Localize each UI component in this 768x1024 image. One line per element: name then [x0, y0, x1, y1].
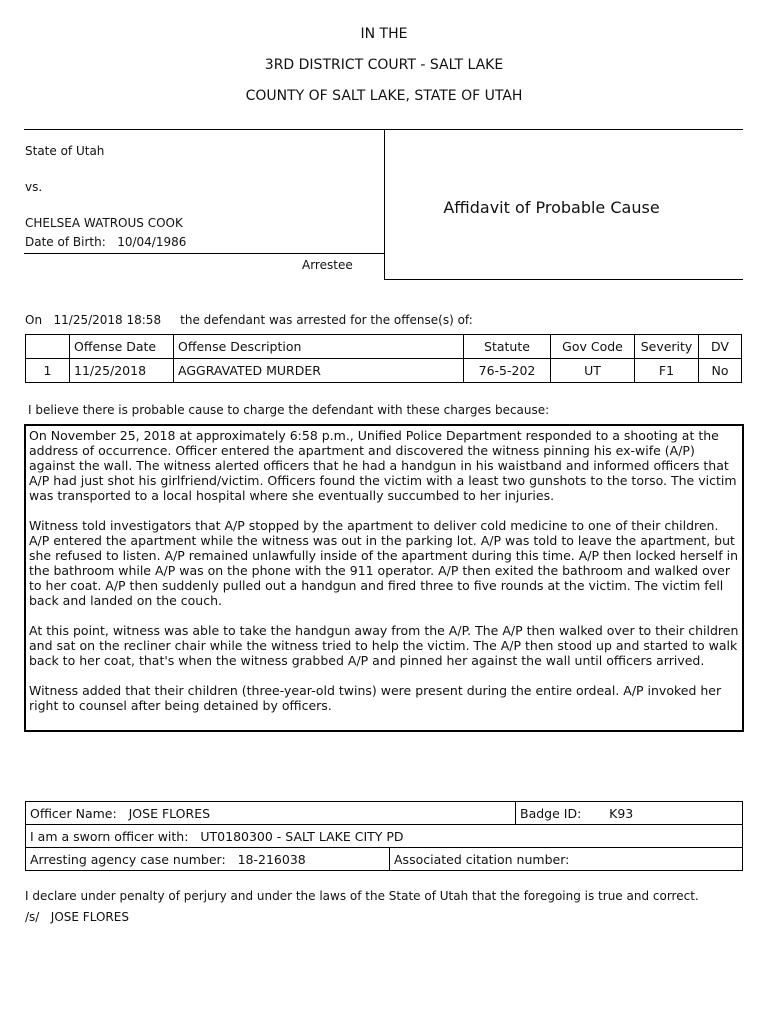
signature-prefix: /s/: [25, 910, 40, 924]
col-header-offense-date: Offense Date: [70, 335, 174, 359]
arrest-on-label: On: [25, 313, 43, 327]
officer-name-value: JOSE FLORES: [128, 805, 211, 821]
col-header-number: [26, 335, 70, 359]
citation-number-label: Associated citation number:: [394, 851, 570, 867]
offense-table-header: [26, 335, 742, 359]
officer-name-row: [26, 802, 743, 825]
sworn-officer-row: [26, 825, 743, 848]
defendant-name: CHELSEA WATROUS COOK: [25, 216, 183, 230]
badge-cell: [516, 802, 743, 825]
offense-severity: F1: [635, 359, 699, 383]
court-line-3: COUNTY OF SALT LAKE, STATE OF UTAH: [245, 88, 523, 104]
sworn-officer-agency: UT0180300 - SALT LAKE CITY PD: [200, 828, 404, 844]
col-header-dv: DV: [699, 335, 742, 359]
court-line-2: 3RD DISTRICT COURT - SALT LAKE: [264, 57, 504, 73]
officer-name-label: Officer Name:: [30, 805, 117, 821]
offense-table: [25, 334, 742, 383]
offense-dv: No: [699, 359, 742, 383]
col-header-statute: Statute: [464, 335, 551, 359]
document-title: Affidavit of Probable Cause: [443, 198, 660, 217]
arrest-datetime: 11/25/2018 18:58: [53, 313, 162, 327]
offense-statute: 76-5-202: [464, 359, 551, 383]
col-header-severity: Severity: [635, 335, 699, 359]
table-row: [26, 359, 742, 383]
sworn-officer-label: I am a sworn officer with:: [30, 828, 189, 844]
offense-date: 11/25/2018: [70, 359, 174, 383]
court-line-1: IN THE: [360, 26, 408, 42]
plaintiff-name: State of Utah: [25, 144, 105, 158]
dob-row: [25, 235, 186, 249]
perjury-declaration: I declare under penalty of perjury and under the laws of the State of Utah that the foregoing is true and correct.: [25, 889, 699, 903]
narrative-paragraph: At this point, witness was able to take the handgun away from the A/P. The A/P then walked over to their children and sat on the recliner chair while the witness tried to help the victim. The A/P then stood up and started to walk back to her coat, that's when the witness grabbed A/P and pinned her against the wall until officers arrived.: [29, 623, 739, 668]
caption-bottom-rule: [384, 279, 743, 280]
offense-description: AGGRAVATED MURDER: [174, 359, 464, 383]
case-number-row: [26, 848, 743, 871]
badge-label: Badge ID:: [520, 805, 582, 821]
col-header-offense-description: Offense Description: [174, 335, 464, 359]
arrestee-label: Arrestee: [302, 258, 353, 272]
col-header-gov-code: Gov Code: [551, 335, 635, 359]
case-number-value: 18-216038: [237, 851, 306, 867]
citation-number-cell: [390, 848, 743, 871]
dob-value: 10/04/1986: [117, 235, 187, 249]
arrestee-rule: [24, 253, 384, 254]
offense-gov-code: UT: [551, 359, 635, 383]
badge-value: K93: [609, 805, 634, 821]
officer-info-table: [25, 801, 743, 871]
dob-label: Date of Birth:: [25, 235, 106, 249]
probable-cause-narrative: [24, 424, 744, 732]
narrative-paragraph: On November 25, 2018 at approximately 6:58 p.m., Unified Police Department responded to a shooting at the address of occurrence. Officer entered the apartment and discovered the witness pinning his ex-wife (A/P) against the wall. The witness alerted officers that he had a handgun in his waistband and informed officers that A/P had just shot his girlfriend/victim. Officers found the victim with a least two gunshots to the torso. The victim was transported to a local hospital where she eventually succumbed to her injuries.: [29, 428, 737, 503]
arrest-statement: [25, 313, 473, 327]
offense-number: 1: [26, 359, 70, 383]
signature-line: [25, 910, 129, 924]
sworn-officer-cell: [26, 825, 743, 848]
probable-cause-intro: I believe there is probable cause to charge the defendant with these charges because:: [28, 403, 550, 417]
case-number-cell: [26, 848, 390, 871]
versus-label: vs.: [25, 180, 43, 194]
narrative-paragraph: Witness told investigators that A/P stopped by the apartment to deliver cold medicine to one of their children. A/P entered the apartment while the witness was out in the parking lot. A/P was told to leave the apartment, but she refused to listen. A/P remained unlawfully inside of the apartment during this time. A/P then locked herself in the bathroom while A/P was on the phone with the 911 operator. A/P then exited the bathroom and walked over to her coat. A/P then suddenly pulled out a handgun and fired three to five rounds at the victim. The victim fell back and landed on the couch.: [29, 518, 739, 608]
narrative-paragraph: Witness added that their children (three-year-old twins) were present during the entire ordeal. A/P invoked her right to counsel after being detained by officers.: [29, 683, 722, 713]
signature-name: JOSE FLORES: [50, 910, 129, 924]
arrest-text: the defendant was arrested for the offense(s) of:: [180, 313, 473, 327]
case-number-label: Arresting agency case number:: [30, 851, 226, 867]
officer-name-cell: [26, 802, 516, 825]
